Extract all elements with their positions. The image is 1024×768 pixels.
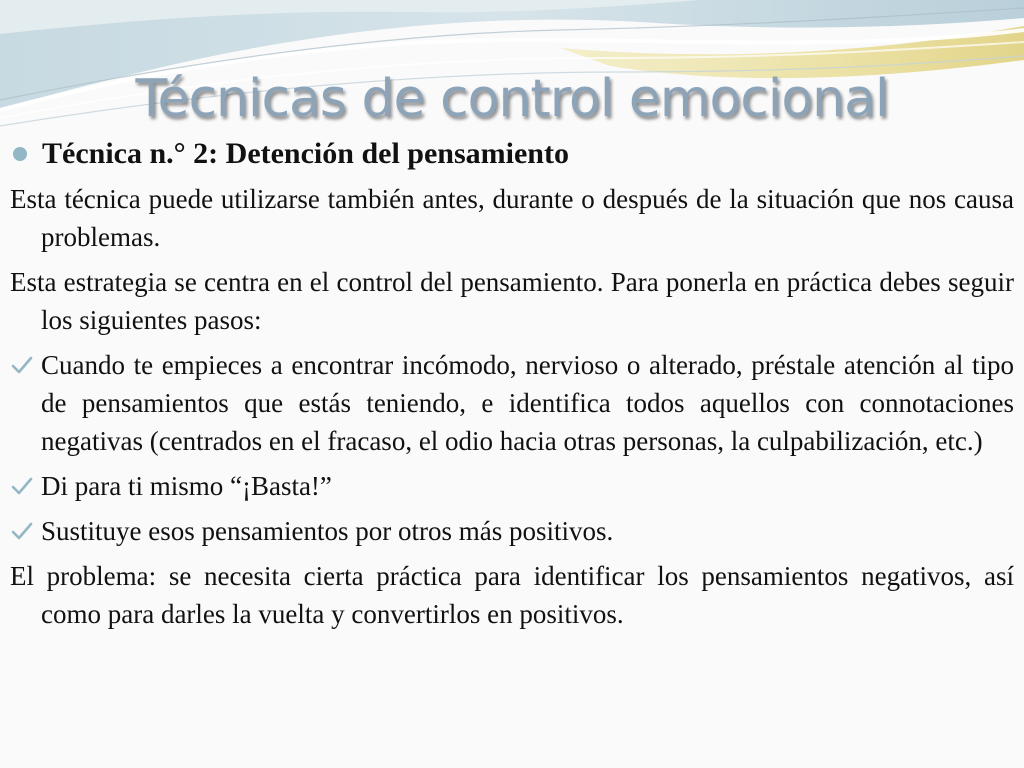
checkmark-icon [11, 521, 33, 541]
paragraph-strategy: Esta estrategia se centra en el control del pensamiento. Para ponerla en práctica debes seguir los siguientes pasos: [10, 267, 1014, 335]
slide-title: Técnicas de control emocional [135, 69, 889, 129]
step-text: Cuando te empieces a encontrar incómodo, nervioso o alterado, préstale atención al tipo de pensamientos que estás teniendo, e identifica todos aquellos con connotaciones negativas (centrados en el fracaso, el odio hacia otras personas, la culpabilización, etc.) [41, 350, 1014, 456]
technique-heading-text: Técnica n.° 2: Detención del pensamiento [42, 137, 569, 170]
checkmark-icon [11, 476, 33, 496]
paragraph-intro: Esta técnica puede utilizarse también antes, durante o después de la situación que nos causa problemas. [10, 184, 1014, 252]
step-item [10, 467, 1014, 505]
step-text: Di para ti mismo “¡Basta!” [41, 471, 332, 501]
slide-body [10, 134, 1014, 640]
step-item [10, 346, 1014, 460]
step-text: Sustituye esos pensamientos por otros más positivos. [41, 516, 614, 546]
technique-heading [10, 134, 1014, 174]
paragraph-closing: El problema: se necesita cierta práctica para identificar los pensamientos negativos, así como para darles la vuelta y convertirlos en positivos. [10, 561, 1014, 629]
step-item [10, 512, 1014, 550]
round-bullet-icon [13, 147, 27, 161]
checkmark-icon [11, 355, 33, 375]
